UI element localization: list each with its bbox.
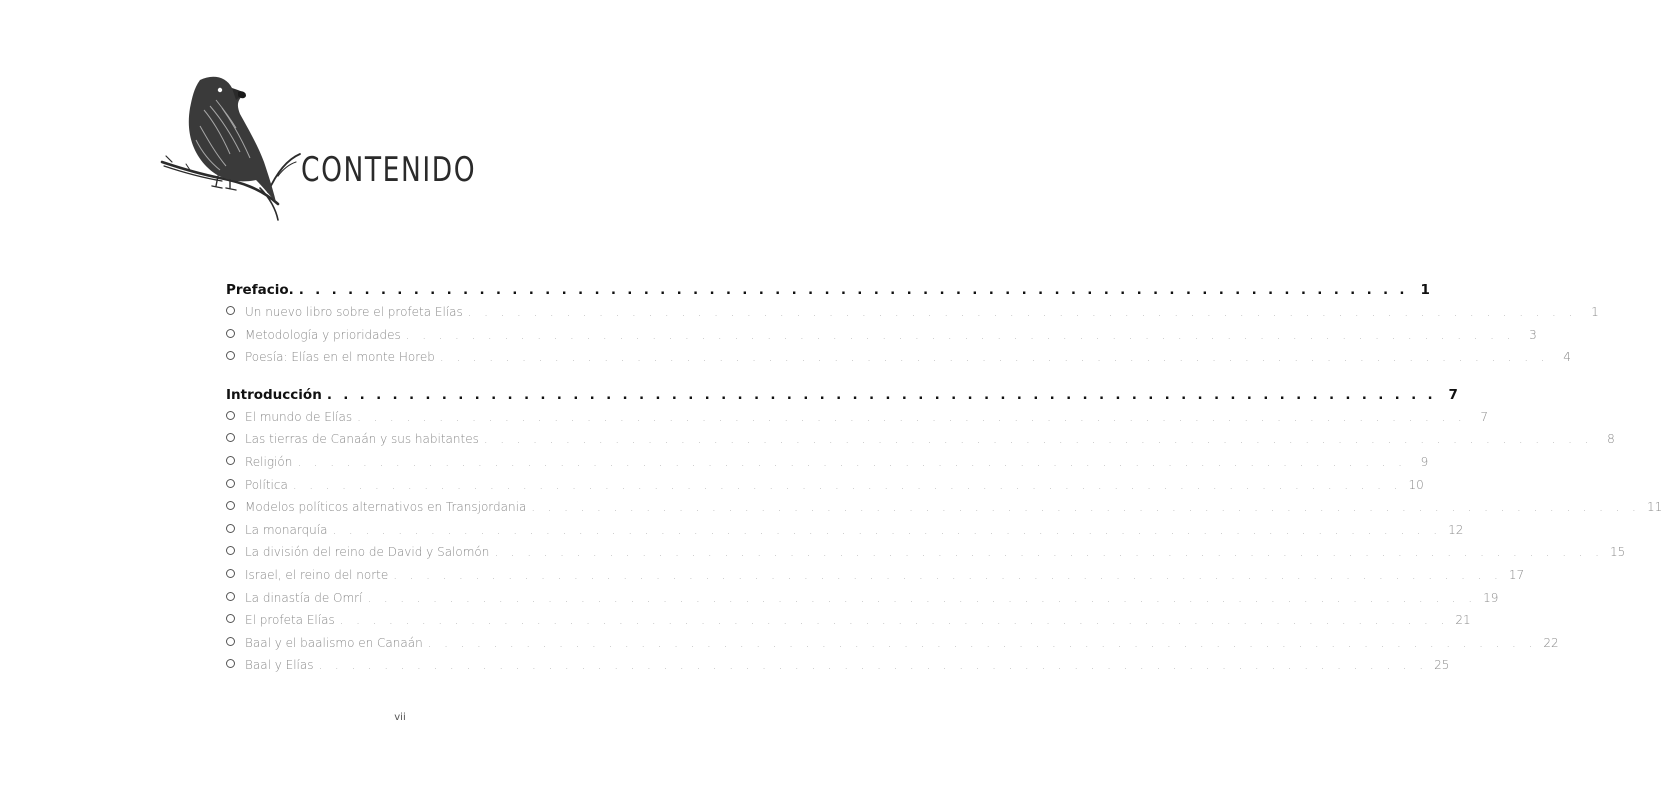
dot-leader: . . . . . . . . . . . . . . . . . . . . . . . . . . . . . . . . . . . . . . . . . . . . . . . . . . . . . . . . . . . . . . . . . . . . (292, 477, 1402, 492)
toc-item-label: Baal y el baalismo en Canaán (245, 635, 423, 650)
toc-heading-page: 7 (1448, 386, 1458, 403)
toc-item[interactable] (226, 409, 1489, 433)
toc-item[interactable] (226, 590, 1499, 614)
circle-bullet-icon (226, 614, 235, 623)
dot-leader: . . . . . . . . . . . . . . . . . . . . . . . . . . . . . . . . . . . . . . . . . . . . . . . . . . . . . . . . . . . . . . . . . . . . (332, 522, 1442, 537)
toc-item-page: 8 (1607, 432, 1615, 447)
toc-item-page: 9 (1420, 454, 1429, 469)
toc-item-label: La monarquía (245, 522, 328, 537)
toc-item[interactable] (226, 500, 1662, 523)
toc-item-label: Israel, el reino del norte (245, 567, 389, 582)
circle-bullet-icon (226, 546, 235, 555)
circle-bullet-icon (226, 411, 235, 420)
toc-heading[interactable] (226, 386, 1458, 410)
dot-leader: . . . . . . . . . . . . . . . . . . . . . . . . . . . . . . . . . . . . . . . . . . . . . . . . . . . . . . . . . . . . . . . . . . . . (298, 282, 1408, 298)
toc-item-label: Un nuevo libro sobre el profeta Elías (245, 305, 463, 319)
circle-bullet-icon (226, 351, 235, 360)
toc-item-page: 22 (1543, 635, 1559, 650)
toc-item-label: Política (245, 477, 288, 492)
toc-item-page: 25 (1434, 658, 1450, 673)
circle-bullet-icon (226, 524, 235, 533)
toc-item-page: 12 (1448, 522, 1464, 537)
toc-item-label: Las tierras de Canaán y sus habitantes (245, 432, 479, 447)
toc-item-label: La dinastía de Omrí (245, 590, 363, 605)
dot-leader: . . . . . . . . . . . . . . . . . . . . . . . . . . . . . . . . . . . . . . . . . . . . . . . . . . . . . . . . . . . . . . . . . . . . (405, 327, 1515, 342)
dot-leader: . . . . . . . . . . . . . . . . . . . . . . . . . . . . . . . . . . . . . . . . . . . . . . . . . . . . . . . . . . . . . . . . . . . . (467, 305, 1577, 319)
toc-item-page: 11 (1646, 500, 1662, 515)
toc-item[interactable] (226, 658, 1450, 681)
toc-item-page: 3 (1529, 327, 1537, 342)
toc-item-label: Metodología y prioridades (245, 327, 401, 342)
dot-leader: . . . . . . . . . . . . . . . . . . . . . . . . . . . . . . . . . . . . . . . . . . . . . . . . . . . . . . . . . . . . . . . . . . . . (357, 409, 1467, 424)
circle-bullet-icon (226, 637, 235, 646)
toc-item-label: Modelos políticos alternativos en Transjordania (245, 500, 527, 515)
toc-heading-page: 1 (1420, 282, 1430, 298)
toc-item-page: 21 (1455, 613, 1471, 628)
toc-item-page: 1 (1591, 305, 1599, 319)
toc-item-page: 4 (1563, 350, 1571, 365)
toc-item-label: La división del reino de David y Salomón (245, 545, 490, 560)
toc-item[interactable] (226, 567, 1525, 591)
circle-bullet-icon (226, 306, 235, 315)
circle-bullet-icon (226, 456, 235, 465)
circle-bullet-icon (226, 501, 235, 510)
toc-item[interactable] (226, 305, 1599, 328)
toc-item[interactable] (226, 635, 1559, 659)
page-number: vii (394, 712, 406, 723)
toc-item-label: El profeta Elías (245, 613, 335, 628)
dot-leader: . . . . . . . . . . . . . . . . . . . . . . . . . . . . . . . . . . . . . . . . . . . . . . . . . . . . . . . . . . . . . . . . . . . . (531, 500, 1641, 515)
toc-section-prefacio (226, 282, 1599, 373)
toc-heading[interactable] (226, 282, 1430, 305)
toc-item-page: 15 (1610, 545, 1626, 560)
toc-item[interactable] (226, 454, 1429, 478)
toc-item[interactable] (226, 613, 1471, 636)
toc-item-label: Religión (245, 454, 293, 469)
dot-leader: . . . . . . . . . . . . . . . . . . . . . . . . . . . . . . . . . . . . . . . . . . . . . . . . . . . . . . . . . . . . . . . . . . . . (393, 567, 1503, 582)
dot-leader: . . . . . . . . . . . . . . . . . . . . . . . . . . . . . . . . . . . . . . . . . . . . . . . . . . . . . . . . . . . . . . . . . . . . (439, 350, 1549, 365)
circle-bullet-icon (226, 479, 235, 488)
dot-leader: . . . . . . . . . . . . . . . . . . . . . . . . . . . . . . . . . . . . . . . . . . . . . . . . . . . . . . . . . . . . . . . . . . . . (483, 432, 1593, 447)
toc-item-label: El mundo de Elías (245, 409, 353, 424)
toc-item-label: Poesía: Elías en el monte Horeb (245, 350, 435, 365)
circle-bullet-icon (226, 329, 235, 338)
toc-heading-title: Introducción (226, 386, 322, 403)
circle-bullet-icon (226, 569, 235, 578)
toc-item-page: 17 (1508, 567, 1525, 582)
dot-leader: . . . . . . . . . . . . . . . . . . . . . . . . . . . . . . . . . . . . . . . . . . . . . . . . . . . . . . . . . . . . . . . . . . . . (367, 590, 1477, 605)
dot-leader: . . . . . . . . . . . . . . . . . . . . . . . . . . . . . . . . . . . . . . . . . . . . . . . . . . . . . . . . . . . . . . . . . . . . (297, 454, 1407, 469)
circle-bullet-icon (226, 433, 235, 442)
page-title: CONTENIDO (301, 150, 477, 190)
toc-item[interactable] (226, 350, 1571, 373)
toc-item[interactable] (226, 477, 1424, 501)
toc-item[interactable] (226, 432, 1615, 455)
dot-leader: . . . . . . . . . . . . . . . . . . . . . . . . . . . . . . . . . . . . . . . . . . . . . . . . . . . . . . . . . . . . . . . . . . . . (318, 658, 1428, 673)
circle-bullet-icon (226, 659, 235, 668)
bird-illustration (160, 70, 300, 222)
dot-leader: . . . . . . . . . . . . . . . . . . . . . . . . . . . . . . . . . . . . . . . . . . . . . . . . . . . . . . . . . . . . . . . . . . . . (494, 545, 1604, 560)
circle-bullet-icon (226, 592, 235, 601)
toc-item-page: 10 (1408, 477, 1424, 492)
toc-item-label: Baal y Elías (245, 658, 314, 673)
dot-leader: . . . . . . . . . . . . . . . . . . . . . . . . . . . . . . . . . . . . . . . . . . . . . . . . . . . . . . . . . . . . . . . . . . . . (339, 613, 1449, 628)
toc-item[interactable] (226, 327, 1537, 351)
toc-item-page: 19 (1483, 590, 1499, 605)
bird (189, 77, 276, 202)
toc-item[interactable] (226, 522, 1464, 546)
toc-section-introduccion (226, 386, 1662, 681)
table-of-contents (226, 282, 1662, 695)
dot-leader: . . . . . . . . . . . . . . . . . . . . . . . . . . . . . . . . . . . . . . . . . . . . . . . . . . . . . . . . . . . . . . . . . . . . (427, 635, 1537, 650)
toc-heading-title: Prefacio. (226, 282, 294, 298)
dot-leader: . . . . . . . . . . . . . . . . . . . . . . . . . . . . . . . . . . . . . . . . . . . . . . . . . . . . . . . . . . . . . . . . . . . . (326, 386, 1436, 403)
toc-item[interactable] (226, 545, 1626, 568)
toc-item-page: 7 (1480, 409, 1489, 424)
